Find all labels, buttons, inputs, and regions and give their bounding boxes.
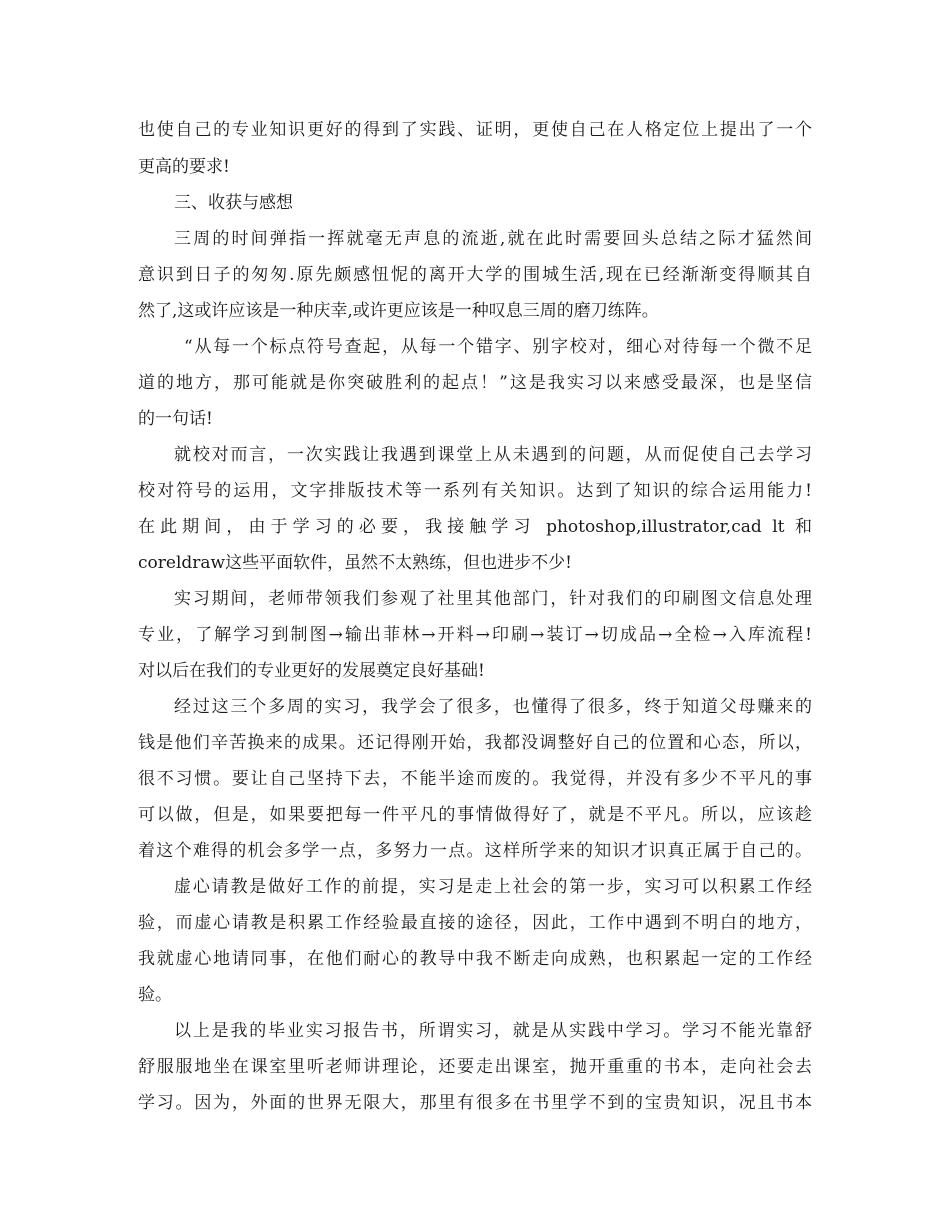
text-line: 就校对而言，一次实践让我遇到课堂上从未遇到的问题，从而促使自己去学习 bbox=[174, 445, 812, 465]
text-line: 然了,这或许应该是一种庆幸,或许更应该是一种叹息三周的磨刀练阵。 bbox=[138, 301, 659, 321]
text-line: 验。 bbox=[138, 985, 172, 1005]
text-line: 以上是我的毕业实习报告书，所谓实习，就是从实践中学习。学习不能光靠舒 bbox=[174, 1021, 812, 1041]
text-line: 对以后在我们的专业更好的发展奠定良好基础! bbox=[138, 661, 485, 681]
text-line: 验，而虚心请教是积累工作经验最直接的途径，因此，工作中遇到不明白的地方， bbox=[138, 913, 812, 933]
text-line: 很不习惯。要让自己坚持下去，不能半途而废的。我觉得，并没有多少不平凡的事 bbox=[138, 769, 812, 789]
text-line: 的一句话! bbox=[138, 409, 213, 429]
text-line: 舒服服地坐在课室里听老师讲理论，还要走出课室，抛开重重的书本，走向社会去 bbox=[138, 1057, 812, 1077]
text-line: 学习。因为，外面的世界无限大，那里有很多在书里学不到的宝贵知识，况且书本 bbox=[138, 1093, 812, 1113]
text-line: 校对符号的运用，文字排版技术等一系列有关知识。达到了知识的综合运用能力! bbox=[138, 481, 812, 501]
text-line: 可以做，但是，如果要把每一件平凡的事情做得好了，就是不平凡。所以，应该趁 bbox=[138, 805, 812, 825]
text-line: 也使自己的专业知识更好的得到了实践、证明，更使自己在人格定位上提出了一个 bbox=[138, 120, 812, 140]
text-line: 意识到日子的匆匆.原先颇感忸怩的离开大学的围城生活,现在已经渐渐变得顺其自 bbox=[138, 265, 812, 285]
text-line: 更高的要求! bbox=[138, 157, 230, 177]
text-line: 专业，了解学习到制图→输出菲林→开料→印刷→装订→切成品→全检→入库流程! bbox=[138, 625, 812, 645]
text-line: 着这个难得的机会多学一点，多努力一点。这样所学来的知识才识真正属于自己的。 bbox=[138, 841, 812, 861]
text-line: coreldraw这些平面软件，虽然不太熟练，但也进步不少! bbox=[138, 553, 572, 573]
text-line: 经过这三个多周的实习，我学会了很多，也懂得了很多，终于知道父母赚来的 bbox=[174, 697, 812, 717]
text-line: “从每一个标点符号查起，从每一个错字、别字校对，细心对待每一个微不足 bbox=[184, 337, 812, 357]
text-line: 三周的时间弹指一挥就毫无声息的流逝,就在此时需要回头总结之际才猛然间 bbox=[174, 229, 812, 249]
text-line: 虚心请教是做好工作的前提，实习是走上社会的第一步，实习可以积累工作经 bbox=[174, 877, 812, 897]
text-line: 钱是他们辛苦换来的成果。还记得刚开始，我都没调整好自己的位置和心态，所以， bbox=[138, 733, 812, 753]
text-line: 实习期间，老师带领我们参观了社里其他部门，针对我们的印刷图文信息处理 bbox=[174, 589, 812, 609]
text-line: 在此期间，由于学习的必要，我接触学习 photoshop,illustrator,cad lt 和 bbox=[138, 517, 812, 537]
section-heading: 三、收获与感想 bbox=[174, 193, 293, 213]
text-line: 道的地方，那可能就是你突破胜利的起点！”这是我实习以来感受最深，也是坚信 bbox=[138, 373, 812, 393]
text-line: 我就虚心地请同事，在他们耐心的教导中我不断走向成熟，也积累起一定的工作经 bbox=[138, 949, 812, 969]
